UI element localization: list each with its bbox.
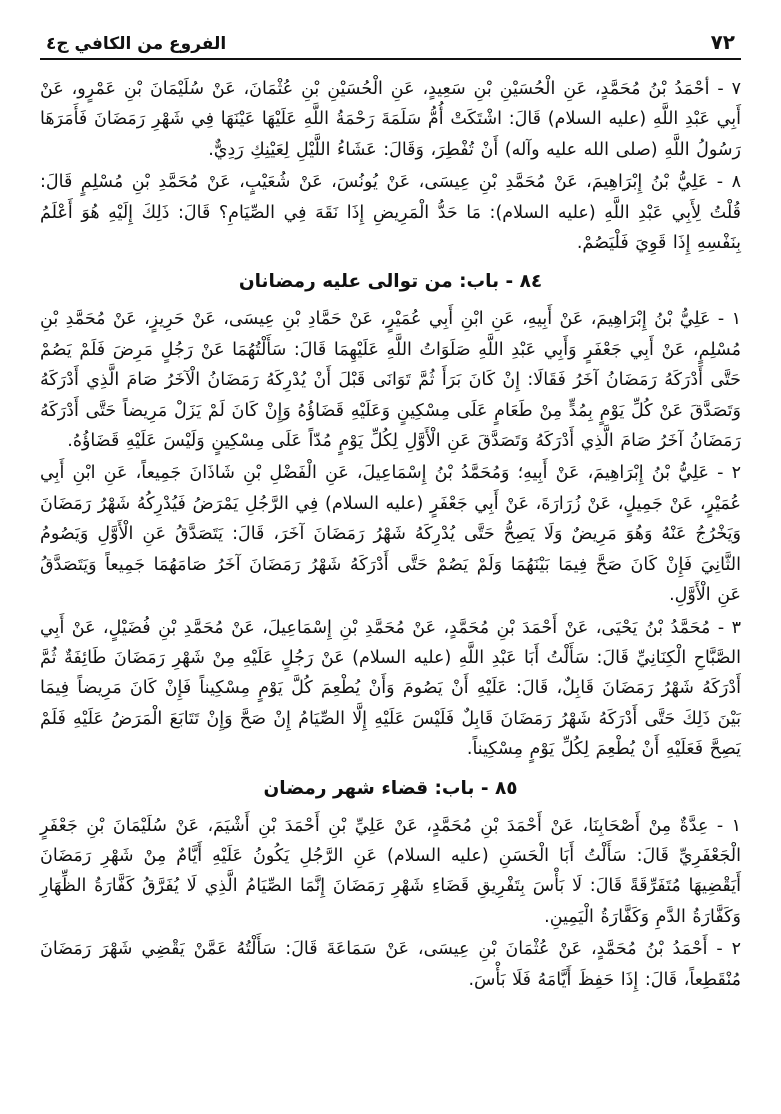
page-header	[40, 22, 741, 60]
hadith-1: ١ - عَلِيُّ بْنُ إِبْرَاهِيمَ، عَنْ أَبِيهِ، عَنِ ابْنِ أَبِي عُمَيْرٍ، عَنْ حَمَّادِ بْنِ عِيسَى، عَنْ حَرِيزٍ، عَنْ مُحَمَّدِ بْنِ مُسْلِمٍ، عَنْ أَبِي جَعْفَرٍ وَأَبِي عَبْدِ اللَّهِ صَلَوَاتُ اللَّهِ عَلَيْهِمَا قَالَ: سَأَلْتُهُمَا عَنْ رَجُلٍ مَرِضَ فَلَمْ يَصُمْ حَتَّى أَدْرَكَهُ رَمَضَانُ آخَرُ فَقَالَا: إِنْ كَانَ بَرَأَ ثُمَّ تَوَانَى قَبْلَ أَنْ يُدْرِكَهُ رَمَضَانُ الْآخَرُ صَامَ الَّذِي أَدْرَكَهُ وَتَصَدَّقَ عَنْ كُلِّ يَوْمٍ بِمُدٍّ مِنْ طَعَامٍ عَلَى مِسْكِينٍ وَعَلَيْهِ قَضَاؤُهُ وَإِنْ كَانَ لَمْ يَزَلْ مَرِيضاً حَتَّى أَدْرَكَهُ رَمَضَانُ آخَرُ صَامَ الَّذِي أَدْرَكَهُ وَتَصَدَّقَ عَنِ الْأَوَّلِ لِكُلِّ يَوْمٍ مُدّاً عَلَى مِسْكِينٍ وَلَيْسَ عَلَيْهِ قَضَاؤُهُ.	[40, 309, 741, 452]
hadith-2: ٢ - عَلِيُّ بْنُ إِبْرَاهِيمَ، عَنْ أَبِيهِ؛ وَمُحَمَّدُ بْنُ إِسْمَاعِيلَ، عَنِ الْفَضْلِ بْنِ شَاذَانَ جَمِيعاً، عَنِ ابْنِ أَبِي عُمَيْرٍ، عَنْ جَمِيلٍ، عَنْ زُرَارَةَ، عَنْ أَبِي جَعْفَرٍ (عليه السلام) فِي الرَّجُلِ يَمْرَضُ فَيُدْرِكُهُ شَهْرُ رَمَضَانَ وَيَخْرُجُ عَنْهُ وَهُوَ مَرِيضٌ وَلَا يَصِحُّ حَتَّى يُدْرِكَهُ شَهْرُ رَمَضَانَ آخَرَ، قَالَ: يَتَصَدَّقُ عَنِ الْأَوَّلِ وَيَصُومُ الثَّانِيَ فَإِنْ كَانَ صَحَّ فِيمَا بَيْنَهُمَا وَلَمْ يَصُمْ حَتَّى أَدْرَكَهُ شَهْرُ رَمَضَانَ آخَرُ صَامَهُمَا جَمِيعاً وَيَتَصَدَّقُ عَنِ الْأَوَّلِ.	[40, 463, 741, 606]
hadith-7: ٧ - أحْمَدُ بْنُ مُحَمَّدٍ، عَنِ الْحُسَيْنِ بْنِ سَعِيدٍ، عَنِ الْحُسَيْنِ بْنِ عُثْمَانَ، عَنْ سُلَيْمَانَ بْنِ عَمْرٍو، عَنْ أَبِي عَبْدِ اللَّهِ (عليه السلام) قَالَ: اشْتَكَتْ أُمُّ سَلَمَةَ رَحْمَةُ اللَّهِ عَلَيْهَا عَيْنَهَا فِي شَهْرِ رَمَضَانَ فَأَمَرَهَا رَسُولُ اللَّهِ (صلى الله عليه وآله) أَنْ تُفْطِرَ، وَقَالَ: عَشَاءُ اللَّيْلِ لِعَيْنِكِ رَدِيٌّ.	[40, 79, 741, 160]
page-body	[40, 60, 741, 995]
hadith-2: ٢ - أَحْمَدُ بْنُ مُحَمَّدٍ، عَنْ عُثْمَانَ بْنِ عِيسَى، عَنْ سَمَاعَةَ قَالَ: سَأَلْتُهُ عَمَّنْ يَقْضِي شَهْرَ رَمَضَانَ مُنْقَطِعاً، قَالَ: إِذَا حَفِظَ أَيَّامَهُ فَلَا بَأْسَ.	[40, 939, 741, 990]
page-number: ٧٢	[710, 30, 735, 54]
chapter-heading-85: ٨٥ - باب: قضاء شهر رمضان	[263, 777, 518, 799]
hadith-8: ٨ - عَلِيُّ بْنُ إِبْرَاهِيمَ، عَنْ مُحَمَّدِ بْنِ عِيسَى، عَنْ يُونُسَ، عَنْ شُعَيْبٍ، عَنْ مُحَمَّدِ بْنِ مُسْلِمٍ قَالَ: قُلْتُ لِأَبِي عَبْدِ اللَّهِ (عليه السلام): مَا حَدُّ الْمَرِيضِ إِذَا نَقَهَ فِي الصِّيَامِ؟ قَالَ: ذَلِكَ إِلَيْهِ هُوَ أَعْلَمُ بِنَفْسِهِ إِذَا قَوِيَ فَلْيَصُمْ.	[40, 172, 741, 254]
running-title: الفروع من الكافي ج٤	[46, 34, 227, 54]
chapter-heading-84: ٨٤ - باب: من توالى عليه رمضانان	[238, 271, 543, 293]
hadith-3: ٣ - مُحَمَّدُ بْنُ يَحْيَى، عَنْ أَحْمَدَ بْنِ مُحَمَّدٍ، عَنْ مُحَمَّدِ بْنِ إِسْمَاعِيلَ، عَنْ مُحَمَّدِ بْنِ فُضَيْلٍ، عَنْ أَبِي الصَّبَّاحِ الْكِنَانِيِّ قَالَ: سَأَلْتُ أَبَا عَبْدِ اللَّهِ (عليه السلام) عَنْ رَجُلٍ عَلَيْهِ مِنْ شَهْرِ رَمَضَانَ طَائِفَةٌ ثُمَّ أَدْرَكَهُ شَهْرُ رَمَضَانَ قَابِلٌ، قَالَ: عَلَيْهِ أَنْ يَصُومَ وَأَنْ يُطْعِمَ كُلَّ يَوْمٍ مِسْكِيناً فَإِنْ كَانَ مَرِيضاً فِيمَا بَيْنَ ذَلِكَ حَتَّى أَدْرَكَهُ شَهْرُ رَمَضَانَ قَابِلٌ فَلَيْسَ عَلَيْهِ إِلَّا الصِّيَامُ إِنْ صَحَّ وَإِنْ تَتَابَعَ الْمَرَضُ عَلَيْهِ فَلَمْ يَصِحَّ فَعَلَيْهِ أَنْ يُطْعِمَ لِكُلِّ يَوْمٍ مِسْكِيناً.	[40, 617, 741, 760]
hadith-1: ١ - عِدَّةٌ مِنْ أَصْحَابِنَا، عَنْ أَحْمَدَ بْنِ مُحَمَّدٍ، عَنْ عَلِيِّ بْنِ أَحْمَدَ بْنِ أَشْيَمَ، عَنْ سُلَيْمَانَ بْنِ جَعْفَرٍ الْجَعْفَرِيِّ قَالَ: سَأَلْتُ أَبَا الْحَسَنِ (عليه السلام) عَنِ الرَّجُلِ يَكُونُ عَلَيْهِ أَيَّامٌ مِنْ شَهْرِ رَمَضَانَ أَيَقْضِيهَا مُتَفَرِّقَةً قَالَ: لَا بَأْسَ بِتَفْرِيقِ قَضَاءِ شَهْرِ رَمَضَانَ إِنَّمَا الصِّيَامُ الَّذِي لَا يُفَرَّقُ كَفَّارَةُ الظِّهَارِ وَكَفَّارَةُ الدَّمِ وَكَفَّارَةُ الْيَمِينِ.	[40, 815, 741, 927]
